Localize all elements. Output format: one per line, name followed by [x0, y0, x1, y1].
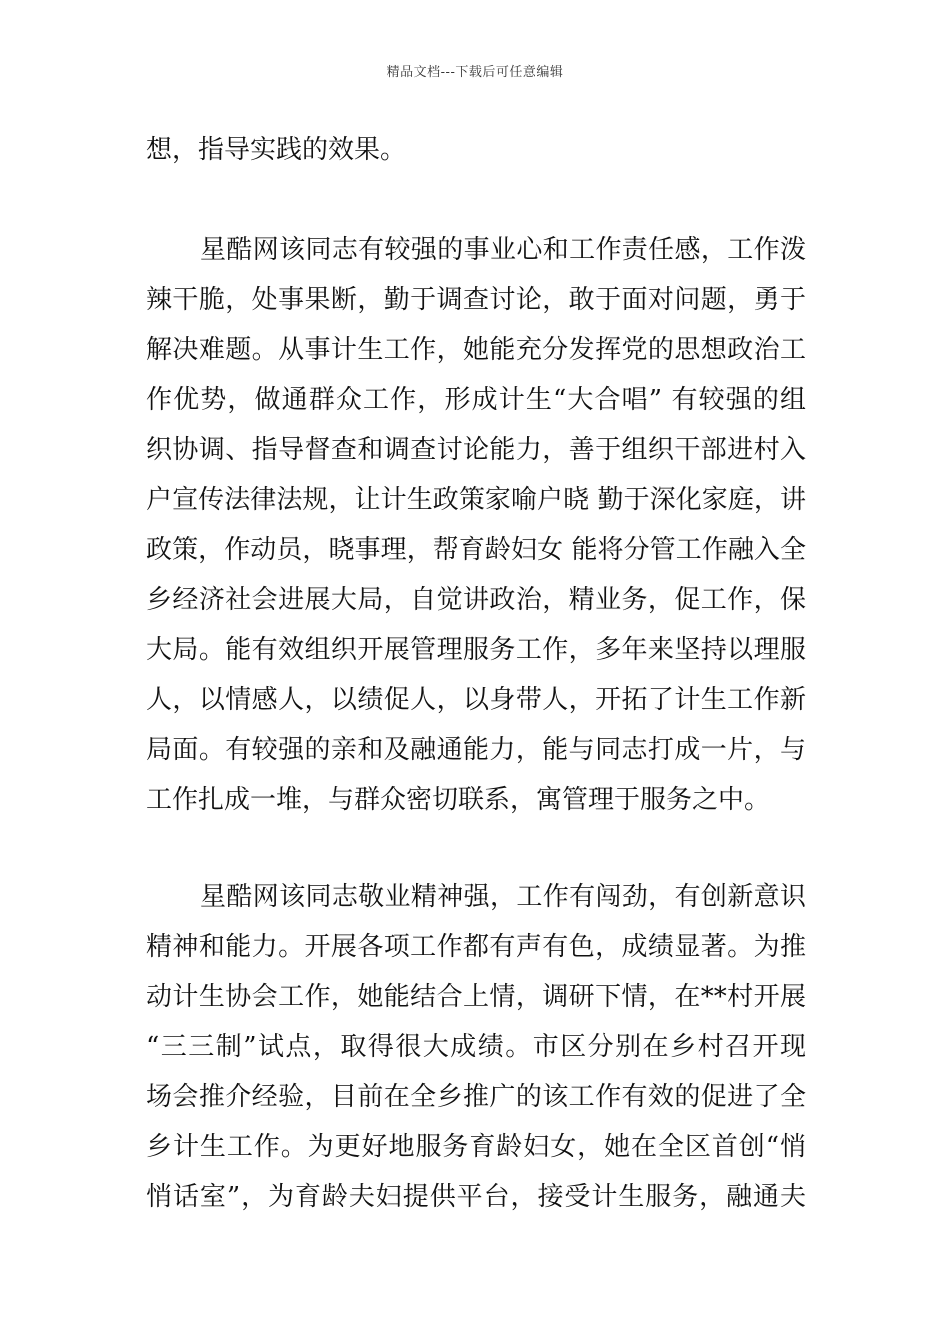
paragraph-2-line-11: 局面。有较强的亲和及融通能力，能与同志打成一片，与 — [146, 735, 806, 765]
paragraph-2-line-2: 辣干脆，处事果断，勤于调查讨论，敢于面对问题，勇于 — [146, 285, 806, 315]
paragraph-3-line-7: 悄话室”，为育龄夫妇提供平台，接受计生服务，融通夫 — [146, 1182, 806, 1212]
paragraph-3-line-6: 乡计生工作。为更好地服务育龄妇女，她在全区首创“悄 — [146, 1132, 806, 1162]
paragraph-2-line-1: 星酷网该同志有较强的事业心和工作责任感，工作泼 — [200, 235, 806, 265]
paragraph-1-line-1: 想，指导实践的效果。 — [146, 135, 407, 165]
paragraph-2-line-12: 工作扎成一堆，与群众密切联系，寓管理于服务之中。 — [146, 785, 771, 815]
paragraph-3-line-3: 动计生协会工作，她能结合上情，调研下情，在**村开展 — [146, 982, 806, 1012]
paragraph-3-line-5: 场会推介经验，目前在全乡推广的该工作有效的促进了全 — [146, 1082, 806, 1112]
paragraph-2-line-10: 人，以情感人，以绩促人，以身带人，开拓了计生工作新 — [146, 685, 806, 715]
paragraph-2-line-4: 作优势，做通群众工作，形成计生“大合唱” 有较强的组 — [146, 385, 806, 415]
paragraph-2-line-3: 解决难题。从事计生工作，她能充分发挥党的思想政治工 — [146, 335, 806, 365]
paragraph-2-line-9: 大局。能有效组织开展管理服务工作，多年来坚持以理服 — [146, 635, 806, 665]
paragraph-3-line-4: “三三制”试点，取得很大成绩。市区分别在乡村召开现 — [146, 1032, 806, 1062]
paragraph-2-line-8: 乡经济社会进展大局，自觉讲政治，精业务，促工作，保 — [146, 585, 806, 615]
paragraph-3-line-2: 精神和能力。开展各项工作都有声有色，成绩显著。为推 — [146, 932, 806, 962]
paragraph-2-line-5: 织协调、指导督查和调查讨论能力，善于组织干部进村入 — [146, 435, 806, 465]
paragraph-2-line-7: 政策，作动员，晓事理，帮育龄妇女 能将分管工作融入全 — [146, 535, 806, 565]
page-header-watermark: 精品文档---下载后可任意编辑 — [386, 65, 564, 80]
paragraph-2-line-6: 户宣传法律法规，让计生政策家喻户晓 勤于深化家庭，讲 — [146, 485, 806, 515]
paragraph-3-line-1: 星酷网该同志敬业精神强，工作有闯劲，有创新意识 — [200, 882, 806, 912]
